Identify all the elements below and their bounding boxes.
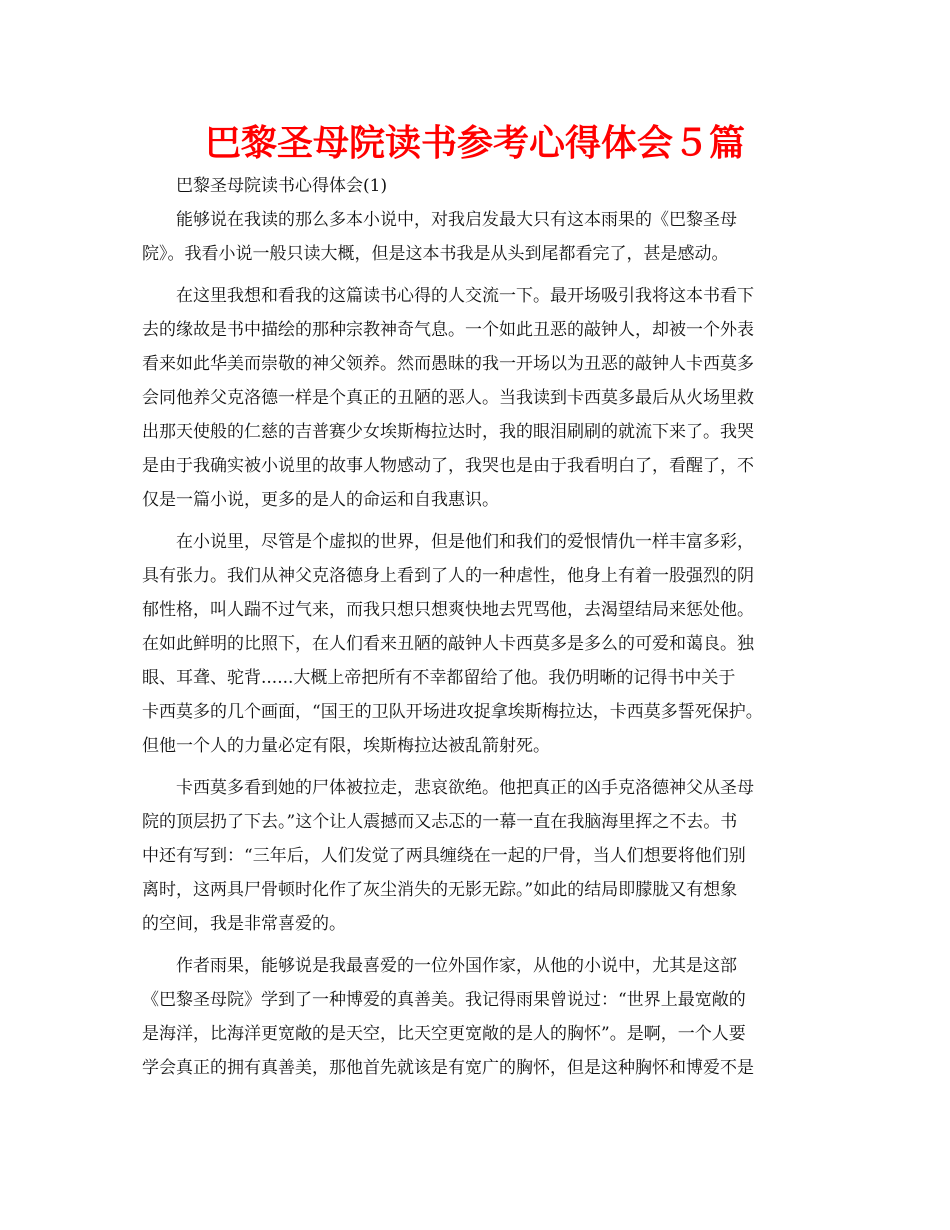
text-line: 是海洋，比海洋更宽敞的是天空，比天空更宽敞的是人的胸怀”。是啊，一个人要 xyxy=(142,1024,746,1044)
paragraph xyxy=(142,525,812,763)
text-line: 卡西莫多的几个画面，“国王的卫队开场进攻捉拿埃斯梅拉达，卡西莫多誓死保护。 xyxy=(142,702,763,722)
document-title: 巴黎圣母院读书参考心得体会５篇 xyxy=(204,122,745,164)
text-line: 出那天使般的仁慈的吉普赛少女埃斯梅拉达时，我的眼泪刷刷的就流下来了。我哭 xyxy=(142,422,754,442)
paragraph xyxy=(142,279,812,517)
text-line: 院的顶层扔了下去。”这个让人震撼而又忐忑的一幕一直在我脑海里挥之不去。书 xyxy=(142,812,738,832)
paragraph xyxy=(142,203,812,271)
text-line: 在如此鲜明的比照下，在人们看来丑陋的敲钟人卡西莫多是多么的可爱和蔼良。独 xyxy=(142,634,754,654)
text-line: 郁性格，叫人踹不过气来，而我只想只想爽快地去咒骂他，去渴望结局来惩处他。 xyxy=(142,600,754,620)
text-line: 作者雨果，能够说是我最喜爱的一位外国作家，从他的小说中，尤其是这部 xyxy=(176,956,737,976)
text-line: 院》。我看小说一般只读大概，但是这本书我是从头到尾都看完了，甚是感动。 xyxy=(142,244,729,264)
text-line: 眼、耳聋、驼背......大概上帝把所有不幸都留给了他。我仍明晰的记得书中关于 xyxy=(142,668,736,688)
text-line: 仅是一篇小说，更多的是人的命运和自我惠识。 xyxy=(142,490,499,510)
text-line: 《巴黎圣母院》学到了一种博爱的真善美。我记得雨果曾说过：“世界上最宽敞的 xyxy=(142,990,746,1010)
text-line: 中还有写到：“三年后，人们发觉了两具缠绕在一起的尸骨，当人们想要将他们别 xyxy=(142,846,746,866)
paragraph xyxy=(142,949,812,1085)
text-line: 能够说在我读的那么多本小说中，对我启发最大只有这本雨果的《巴黎圣母 xyxy=(176,210,737,230)
text-line: 看来如此华美而崇敬的神父领养。然而愚昧的我一开场以为丑恶的敲钟人卡西莫多 xyxy=(142,354,754,374)
text-line: 是由于我确实被小说里的故事人物感动了，我哭也是由于我看明白了，看醒了，不 xyxy=(142,456,754,476)
text-line: 在这里我想和看我的这篇读书心得的人交流一下。最开场吸引我将这本书看下 xyxy=(176,286,754,306)
paragraph xyxy=(142,771,812,941)
text-line: 学会真正的拥有真善美，那他首先就该是有宽广的胸怀，但是这种胸怀和博爱不是 xyxy=(142,1058,754,1078)
text-line: 的空间，我是非常喜爱的。 xyxy=(142,914,346,934)
text-line: 具有张力。我们从神父克洛德身上看到了人的一种虐性，他身上有着一股强烈的阴 xyxy=(142,566,754,586)
text-line: 会同他养父克洛德一样是个真正的丑陋的恶人。当我读到卡西莫多最后从火场里救 xyxy=(142,388,754,408)
text-line: 在小说里，尽管是个虚拟的世界，但是他们和我们的爱恨情仇一样丰富多彩， xyxy=(176,532,754,552)
section-subtitle: 巴黎圣母院读书心得体会(1) xyxy=(176,176,388,196)
document-body xyxy=(142,169,812,1085)
text-line: 卡西莫多看到她的尸体被拉走，悲哀欲绝。他把真正的凶手克洛德神父从圣母 xyxy=(176,778,754,798)
text-line: 去的缘故是书中描绘的那种宗教神奇气息。一个如此丑恶的敲钟人，却被一个外表 xyxy=(142,320,754,340)
text-line: 但他一个人的力量必定有限，埃斯梅拉达被乱箭射死。 xyxy=(142,736,550,756)
text-line: 离时，这两具尸骨顿时化作了灰尘消失的无影无踪。”如此的结局即朦胧又有想象 xyxy=(142,880,738,900)
